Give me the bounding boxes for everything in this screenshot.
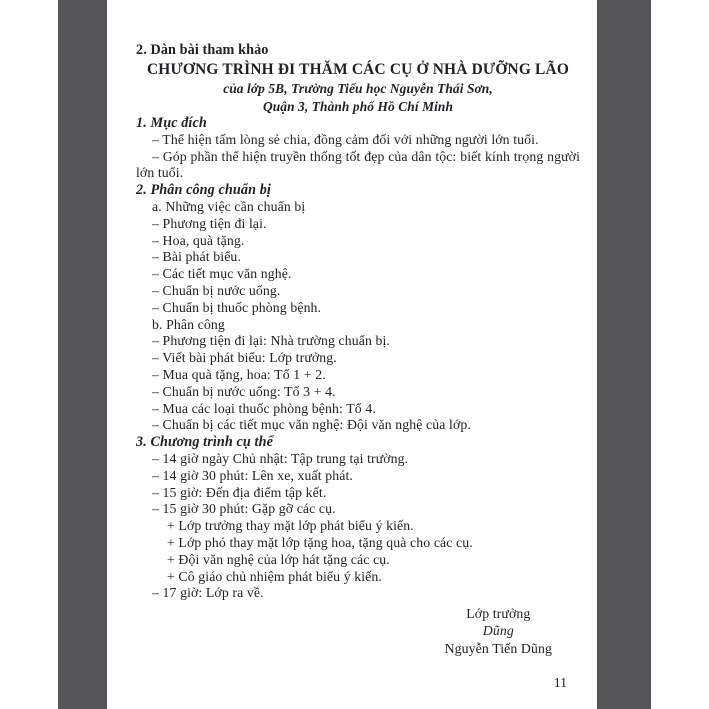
document-page <box>107 0 597 709</box>
list-item: – Chuẩn bị nước uống: Tổ 3 + 4. <box>152 383 336 399</box>
list-item: – Phương tiện đi lại. <box>152 215 267 231</box>
section-heading-purpose: 1. Mục đích <box>136 115 207 131</box>
list-item: – Mua các loại thuốc phòng bệnh: Tổ 4. <box>152 400 376 416</box>
sub-list-item: + Cô giáo chủ nhiệm phát biểu ý kiến. <box>167 568 382 584</box>
list-item: – Chuẩn bị thuốc phòng bệnh. <box>152 299 322 315</box>
reference-outline-label: 2. Dàn bài tham khảo <box>136 42 269 58</box>
list-item: – Chuẩn bị nước uống. <box>152 282 281 298</box>
signature-block <box>445 605 552 657</box>
group-label-assignments: b. Phân công <box>152 316 225 332</box>
sub-list-item: + Đội văn nghệ của lớp hát tặng các cụ. <box>167 551 390 567</box>
list-item: – Chuẩn bị các tiết mục văn nghệ: Đội văn nghệ của lớp. <box>152 417 471 433</box>
backdrop-bar-right <box>597 0 651 709</box>
list-item: – 15 giờ 30 phút: Gặp gỡ các cụ. <box>152 501 336 517</box>
section-heading-schedule: 3. Chương trình cụ thể <box>136 434 273 451</box>
section-heading-preparation: 2. Phân công chuẩn bị <box>136 182 271 199</box>
list-item: – Góp phần thể hiện truyền thống tốt đẹp của dân tộc: biết kính trọng người lớn tuổi. <box>136 148 580 181</box>
list-item: – 14 giờ ngày Chủ nhật: Tập trung tại trường. <box>152 450 409 466</box>
list-item: – Phương tiện đi lại: Nhà trường chuẩn bị. <box>152 333 390 349</box>
document-subtitle-line2: Quận 3, Thành phố Hồ Chí Minh <box>262 98 454 114</box>
list-item: – 14 giờ 30 phút: Lên xe, xuất phát. <box>152 467 353 483</box>
list-item: – Bài phát biểu. <box>152 249 241 265</box>
list-item: – Các tiết mục văn nghệ. <box>152 266 292 282</box>
list-item: – 17 giờ: Lớp ra về. <box>152 585 264 601</box>
list-item: – 15 giờ: Đến địa điểm tập kết. <box>152 484 327 500</box>
group-label-things-to-prepare: a. Những việc cần chuẩn bị <box>152 198 306 214</box>
list-item: – Viết bài phát biểu: Lớp trưởng. <box>152 350 337 366</box>
list-item: – Hoa, quà tặng. <box>152 232 245 248</box>
page-number: 11 <box>553 675 567 690</box>
signature-role: Lớp trưởng <box>466 606 531 622</box>
document-subtitle-line1: của lớp 5B, Trường Tiểu học Nguyễn Thái Sơn, <box>223 81 493 96</box>
backdrop-bar-left <box>58 0 107 709</box>
list-item: – Thể hiện tấm lòng sẻ chia, đồng cảm đối với những người lớn tuổi. <box>152 131 539 147</box>
signature-signed-name: Dũng <box>482 623 514 639</box>
signature-full-name: Nguyễn Tiến Dũng <box>444 640 552 656</box>
list-item: – Mua quà tặng, hoa: Tổ 1 + 2. <box>152 366 326 382</box>
document-title: CHƯƠNG TRÌNH ĐI THĂM CÁC CỤ Ở NHÀ DƯỠNG LÃO <box>146 61 570 78</box>
sub-list-item: + Lớp phó thay mặt lớp tặng hoa, tặng quà cho các cụ. <box>167 534 473 550</box>
sub-list-item: + Lớp trưởng thay mặt lớp phát biểu ý kiến. <box>167 518 414 534</box>
